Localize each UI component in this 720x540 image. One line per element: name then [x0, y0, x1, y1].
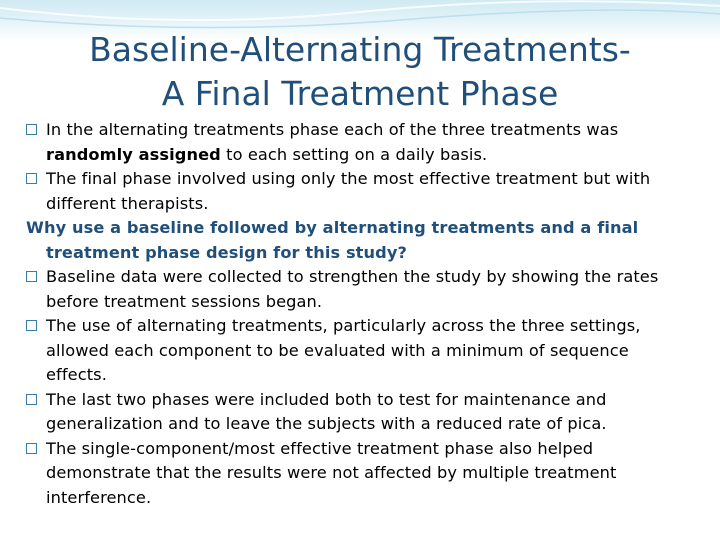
bullet-text-bold: randomly assigned — [46, 144, 221, 164]
bullet-text-post: to each setting on a daily basis. — [220, 144, 488, 164]
answer-item — [26, 265, 691, 314]
hollow-square-icon — [26, 173, 37, 184]
answer-text: The use of alternating treatments, particularly across the three settings, allowed each component to be evaluated with a minimum of sequence effects. — [46, 316, 641, 384]
slide-title — [20, 28, 700, 116]
slide-content — [26, 118, 691, 510]
answer-text: The last two phases were included both to test for maintenance and generalization and to leave the subjects with a reduced rate of pica. — [46, 389, 607, 433]
question-line-1: Why use a baseline followed by alternating treatments and a final — [26, 218, 639, 237]
hollow-square-icon — [26, 124, 37, 135]
answer-item — [26, 388, 691, 437]
answer-text: The single-component/most effective treatment phase also helped demonstrate that the results were not affected by multiple treatment interference. — [46, 438, 617, 507]
bullet-text-pre: In the alternating treatments phase each of the three treatments was — [46, 120, 619, 139]
question-line-2: treatment phase design for this study? — [46, 242, 407, 262]
hollow-square-icon — [26, 394, 37, 405]
bullet-item — [26, 167, 691, 216]
answer-item — [26, 437, 691, 511]
answer-text: Baseline data were collected to strengthen the study by showing the rates before treatment sessions began. — [46, 267, 659, 311]
bullet-text: The final phase involved using only the most effective treatment but with different therapists. — [46, 169, 651, 213]
hollow-square-icon — [26, 271, 37, 282]
answer-item — [26, 314, 691, 388]
hollow-square-icon — [26, 443, 37, 454]
bullet-item — [26, 118, 691, 167]
title-line-2: A Final Treatment Phase — [161, 74, 559, 113]
title-line-1: Baseline-Alternating Treatments- — [89, 30, 631, 69]
hollow-square-icon — [26, 320, 37, 331]
question-heading — [26, 216, 691, 265]
